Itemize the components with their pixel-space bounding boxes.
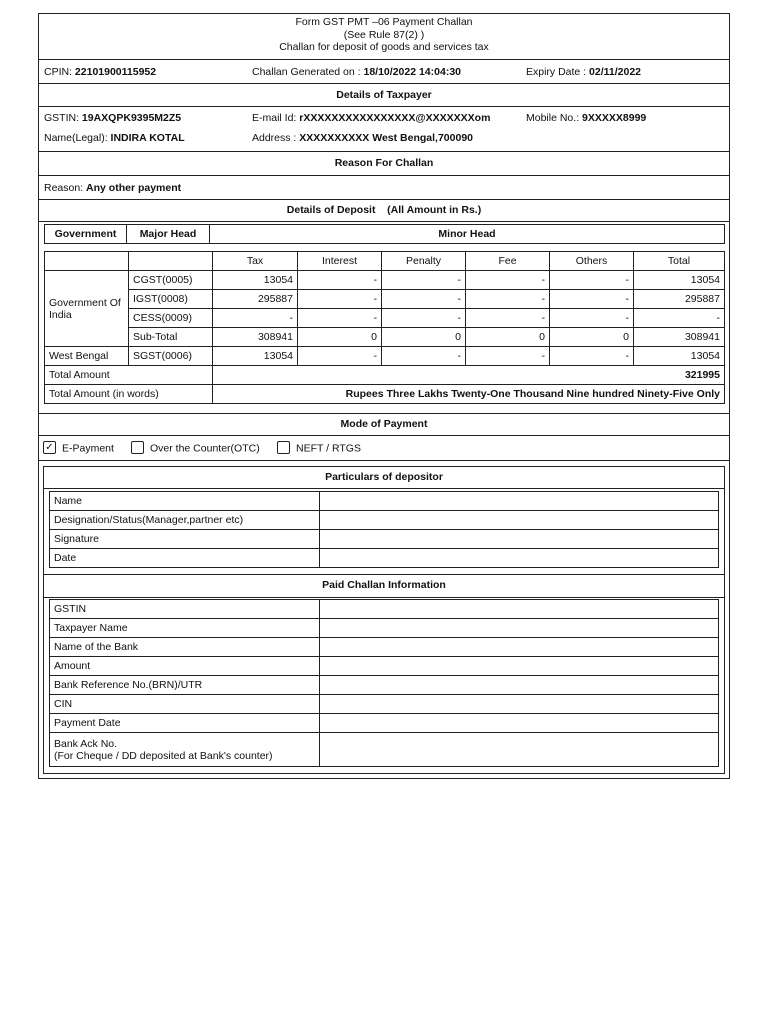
value-cell: 0 bbox=[466, 328, 550, 347]
value-cell: - bbox=[634, 309, 725, 328]
field-label: Date bbox=[50, 549, 320, 568]
table-row bbox=[50, 511, 719, 530]
deposit-section-title bbox=[39, 200, 729, 222]
major-head-cell: IGST(0008) bbox=[129, 290, 213, 309]
major-head-cell: Sub-Total bbox=[129, 328, 213, 347]
reason-value: Any other payment bbox=[86, 182, 182, 194]
mobile-label: Mobile No.: bbox=[526, 112, 583, 124]
value-cell: - bbox=[466, 290, 550, 309]
bank-ack-note: (For Cheque / DD deposited at Bank's counter) bbox=[54, 749, 273, 762]
table-row bbox=[45, 290, 725, 309]
value-cell: - bbox=[382, 271, 466, 290]
depositor-table bbox=[49, 491, 719, 568]
total-amount-value: 321995 bbox=[213, 366, 725, 385]
field-label: CIN bbox=[50, 695, 320, 714]
email-value: rXXXXXXXXXXXXXXXX@XXXXXXXom bbox=[299, 112, 491, 124]
generated-value: 18/10/2022 14:04:30 bbox=[363, 66, 461, 78]
generated-label: Challan Generated on : bbox=[252, 66, 364, 78]
value-cell: - bbox=[466, 347, 550, 366]
address-value: XXXXXXXXXX West Bengal,700090 bbox=[299, 132, 474, 144]
deposit-area bbox=[39, 222, 729, 414]
deposit-column-headers bbox=[45, 252, 725, 271]
empty-cell bbox=[129, 252, 213, 271]
field-value-input[interactable] bbox=[320, 714, 719, 733]
table-row bbox=[50, 733, 719, 767]
option-otc[interactable] bbox=[131, 442, 260, 455]
field-value-input[interactable] bbox=[320, 492, 719, 511]
gstin-field bbox=[44, 112, 181, 124]
form-subtitle: Challan for deposit of goods and services tax bbox=[279, 41, 489, 53]
col-government: Government bbox=[45, 225, 127, 244]
value-cell: - bbox=[550, 271, 634, 290]
table-row bbox=[50, 714, 719, 733]
payment-mode-options bbox=[39, 436, 729, 461]
expiry-field bbox=[526, 66, 641, 78]
address-label: Address : bbox=[252, 132, 300, 144]
field-label: Name bbox=[50, 492, 320, 511]
value-cell: - bbox=[550, 290, 634, 309]
value-cell: 13054 bbox=[213, 271, 298, 290]
table-row bbox=[50, 600, 719, 619]
empty-cell bbox=[45, 252, 129, 271]
field-label: Bank Reference No.(BRN)/UTR bbox=[50, 676, 320, 695]
taxpayer-details bbox=[39, 107, 729, 152]
value-cell: - bbox=[466, 309, 550, 328]
table-row bbox=[50, 619, 719, 638]
table-row bbox=[45, 347, 725, 366]
checkbox-checked-icon[interactable]: ✓ bbox=[43, 441, 56, 454]
field-value-input[interactable] bbox=[320, 733, 719, 767]
gov-india-cell: Government Of India bbox=[45, 271, 129, 347]
value-cell: - bbox=[550, 347, 634, 366]
major-head-cell: SGST(0006) bbox=[129, 347, 213, 366]
deposit-head-table bbox=[44, 224, 725, 244]
value-cell: 0 bbox=[550, 328, 634, 347]
reason-row bbox=[39, 176, 729, 200]
deposit-title: Details of Deposit bbox=[286, 204, 376, 216]
reason-field bbox=[44, 182, 181, 194]
value-cell: - bbox=[298, 271, 382, 290]
challan-form bbox=[38, 13, 730, 779]
field-value-input[interactable] bbox=[320, 676, 719, 695]
mobile-field bbox=[526, 112, 646, 124]
field-label: Taxpayer Name bbox=[50, 619, 320, 638]
table-row bbox=[50, 695, 719, 714]
value-cell: 308941 bbox=[634, 328, 725, 347]
total-words-value: Rupees Three Lakhs Twenty-One Thousand Nine hundred Ninety-Five Only bbox=[213, 385, 725, 404]
field-label: Signature bbox=[50, 530, 320, 549]
field-value-input[interactable] bbox=[320, 549, 719, 568]
checkbox-icon[interactable] bbox=[277, 441, 290, 454]
paid-challan-table bbox=[49, 599, 719, 767]
deposit-table bbox=[44, 251, 725, 404]
value-cell: - bbox=[298, 347, 382, 366]
expiry-value: 02/11/2022 bbox=[589, 66, 642, 78]
mobile-value: 9XXXXX8999 bbox=[582, 112, 647, 124]
option-label: E-Payment bbox=[62, 442, 114, 455]
total-amount-row bbox=[45, 366, 725, 385]
gstin-label: GSTIN: bbox=[44, 112, 82, 124]
field-label bbox=[50, 733, 320, 767]
field-label: Designation/Status(Manager,partner etc) bbox=[50, 511, 320, 530]
value-cell: - bbox=[213, 309, 298, 328]
field-value-input[interactable] bbox=[320, 695, 719, 714]
gov-state-cell: West Bengal bbox=[45, 347, 129, 366]
field-label: Name of the Bank bbox=[50, 638, 320, 657]
col-major-head: Major Head bbox=[127, 225, 210, 244]
generated-field bbox=[252, 66, 461, 78]
col-fee: Fee bbox=[466, 252, 550, 271]
paid-challan-title: Paid Challan Information bbox=[44, 574, 724, 598]
col-penalty: Penalty bbox=[382, 252, 466, 271]
checkbox-icon[interactable] bbox=[131, 441, 144, 454]
value-cell: 13054 bbox=[634, 347, 725, 366]
table-row bbox=[50, 657, 719, 676]
total-words-label: Total Amount (in words) bbox=[45, 385, 213, 404]
col-minor-head: Minor Head bbox=[210, 225, 725, 244]
form-title: Form GST PMT –06 Payment Challan bbox=[295, 16, 473, 28]
value-cell: - bbox=[298, 290, 382, 309]
address-field bbox=[252, 132, 473, 144]
field-value-input[interactable] bbox=[320, 530, 719, 549]
table-row bbox=[50, 492, 719, 511]
field-value-input[interactable] bbox=[320, 638, 719, 657]
name-label: Name(Legal): bbox=[44, 132, 111, 144]
value-cell: - bbox=[550, 309, 634, 328]
value-cell: 13054 bbox=[634, 271, 725, 290]
cpin-label: CPIN: bbox=[44, 66, 75, 78]
value-cell: - bbox=[466, 271, 550, 290]
col-tax: Tax bbox=[213, 252, 298, 271]
taxpayer-section-title: Details of Taxpayer bbox=[39, 84, 729, 107]
field-label: Amount bbox=[50, 657, 320, 676]
field-value-input[interactable] bbox=[320, 657, 719, 676]
cpin-row bbox=[39, 60, 729, 84]
value-cell: - bbox=[298, 309, 382, 328]
form-header bbox=[39, 14, 729, 60]
option-label: NEFT / RTGS bbox=[296, 442, 361, 455]
total-amount-label: Total Amount bbox=[45, 366, 213, 385]
option-e-payment[interactable] bbox=[43, 442, 114, 455]
table-row bbox=[45, 328, 725, 347]
value-cell: 0 bbox=[382, 328, 466, 347]
field-value-input[interactable] bbox=[320, 511, 719, 530]
option-neft-rtgs[interactable] bbox=[277, 442, 361, 455]
reason-section-title: Reason For Challan bbox=[39, 152, 729, 176]
field-value-input[interactable] bbox=[320, 619, 719, 638]
value-cell: 0 bbox=[298, 328, 382, 347]
value-cell: - bbox=[382, 347, 466, 366]
total-words-row bbox=[45, 385, 725, 404]
expiry-label: Expiry Date : bbox=[526, 66, 590, 78]
payment-mode-title: Mode of Payment bbox=[39, 414, 729, 436]
field-value-input[interactable] bbox=[320, 600, 719, 619]
major-head-cell: CESS(0009) bbox=[129, 309, 213, 328]
reason-label: Reason: bbox=[44, 182, 87, 194]
table-row bbox=[45, 271, 725, 290]
depositor-section bbox=[43, 466, 725, 774]
cpin-value: 22101900115952 bbox=[74, 66, 157, 78]
cpin-field bbox=[44, 66, 156, 78]
col-total: Total bbox=[634, 252, 725, 271]
table-row bbox=[50, 638, 719, 657]
table-row bbox=[50, 530, 719, 549]
value-cell: 295887 bbox=[634, 290, 725, 309]
field-label: GSTIN bbox=[50, 600, 320, 619]
col-interest: Interest bbox=[298, 252, 382, 271]
value-cell: - bbox=[382, 309, 466, 328]
option-label: Over the Counter(OTC) bbox=[150, 442, 260, 455]
value-cell: 13054 bbox=[213, 347, 298, 366]
form-rule: (See Rule 87(2) ) bbox=[343, 28, 425, 41]
name-value: INDIRA KOTAL bbox=[110, 132, 185, 144]
table-row bbox=[45, 309, 725, 328]
field-label: Payment Date bbox=[50, 714, 320, 733]
table-row bbox=[50, 549, 719, 568]
value-cell: 308941 bbox=[213, 328, 298, 347]
name-field bbox=[44, 132, 185, 144]
bank-ack-label: Bank Ack No. bbox=[54, 737, 118, 750]
col-others: Others bbox=[550, 252, 634, 271]
major-head-cell: CGST(0005) bbox=[129, 271, 213, 290]
email-label: E-mail Id: bbox=[252, 112, 300, 124]
table-row bbox=[50, 676, 719, 695]
value-cell: - bbox=[382, 290, 466, 309]
value-cell: 295887 bbox=[213, 290, 298, 309]
email-field bbox=[252, 112, 490, 124]
deposit-title-note: (All Amount in Rs.) bbox=[387, 204, 482, 216]
depositor-title: Particulars of depositor bbox=[44, 467, 724, 489]
gstin-value: 19AXQPK9395M2Z5 bbox=[81, 112, 182, 124]
